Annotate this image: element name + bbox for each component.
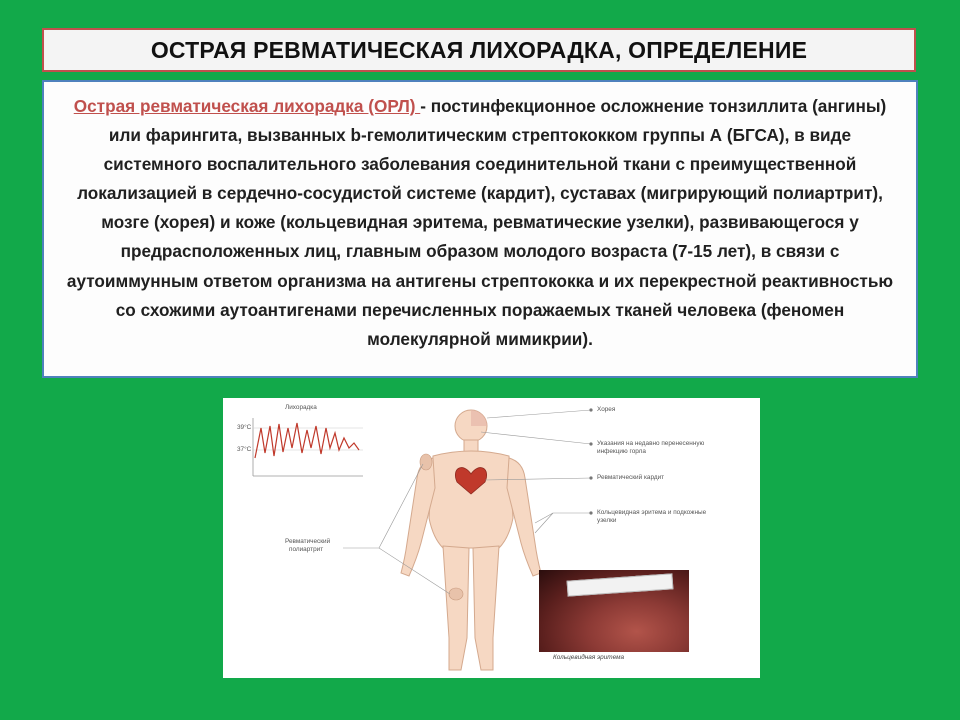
slide-title bbox=[42, 28, 916, 72]
label-erythema-line1: Кольцевидная эритема и подкожные bbox=[597, 509, 707, 516]
photo-caption: Кольцевидная эритема bbox=[553, 654, 625, 661]
knee-joint bbox=[449, 588, 463, 600]
head-affected-area bbox=[471, 410, 487, 426]
leader-dot-chorea bbox=[589, 408, 592, 411]
leader-dot-erythema bbox=[589, 511, 592, 514]
human-figure bbox=[401, 410, 541, 670]
measuring-ruler bbox=[567, 573, 674, 596]
label-infection-line2: инфекцию горла bbox=[597, 448, 646, 455]
definition-term: Острая ревматическая лихорадка (ОРЛ) bbox=[73, 96, 421, 116]
slide-title-text: ОСТРАЯ РЕВМАТИЧЕСКАЯ ЛИХОРАДКА, ОПРЕДЕЛЕНИЕ bbox=[150, 36, 808, 63]
fever-chart bbox=[253, 418, 363, 476]
fever-temp-high-label: 39°C bbox=[237, 424, 252, 431]
fever-temp-low-label: 37°C bbox=[237, 446, 252, 453]
erythema-photo bbox=[539, 570, 689, 652]
leader-dot-carditis bbox=[589, 476, 592, 479]
label-polyarthritis-line1: Ревматический bbox=[285, 538, 331, 545]
label-chorea: Хорея bbox=[597, 406, 616, 413]
fever-chart-title: Лихорадка bbox=[285, 404, 317, 411]
leader-dot-infection bbox=[589, 442, 592, 445]
definition-box bbox=[42, 80, 918, 378]
label-infection-line1: Указания на недавно перенесенную bbox=[597, 440, 705, 447]
rheumatic-fever-illustration bbox=[223, 398, 760, 678]
label-erythema-line2: узелки bbox=[597, 517, 617, 524]
label-carditis: Ревматический кардит bbox=[597, 474, 665, 481]
definition-text: - постинфекционное осложнение тонзиллита (ангины) или фарингита, вызванных b-гемолитическим стрептококком группы А (БГСА), в виде системного воспалительного заболевания соединительной ткани с преимущественной локализацией в сердечно-сосудистой системе (кардит), суставах (мигрирующий полиартрит), мозге (хорея) и коже (кольцевидная эритема, ревматические узелки), развивающегося у предрасположенных лиц, главным образом молодого возраста (7-15 лет), в связи с аутоиммунным ответом организма на антигены стрептококка и их перекрестной реактивностью со схожими аутоантигенами перечисленных поражаемых тканей человека (феномен молекулярной мимикрии). bbox=[66, 96, 894, 349]
elbow-joint bbox=[420, 454, 432, 470]
label-polyarthritis-line2: полиартрит bbox=[289, 546, 324, 553]
